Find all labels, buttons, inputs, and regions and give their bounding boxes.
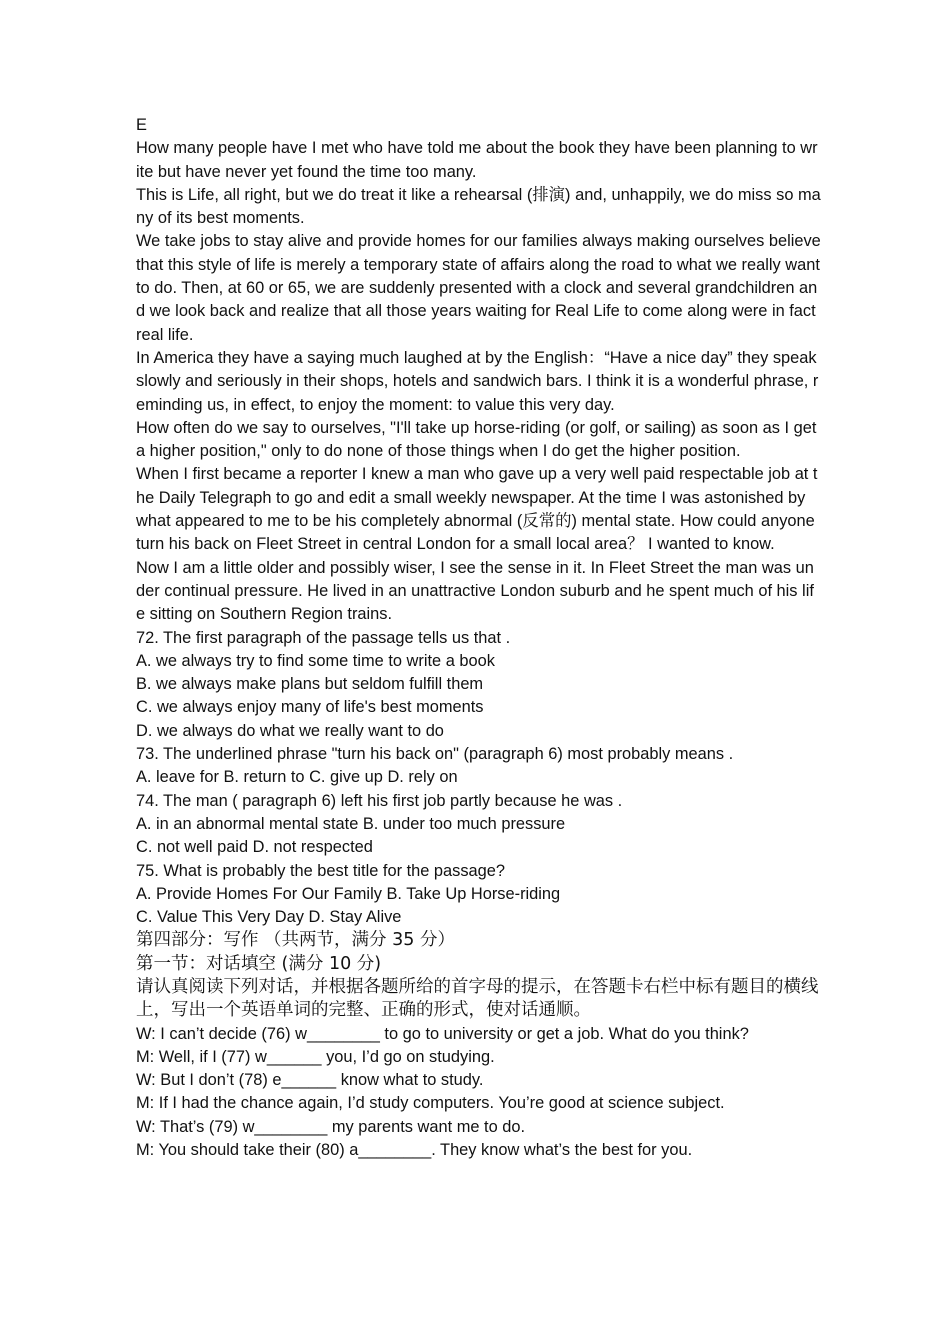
question-75-stem: 75. What is probably the best title for the passage? [136,861,506,880]
question-75-options-ab: A. Provide Homes For Our Family B. Take Up Horse-riding [136,884,561,903]
passage-paragraph-2: This is Life, all right, but we do treat it like a rehearsal (排演) and, unhappily, we do miss so many of its best moments. [136,185,821,228]
passage-paragraph-6: When I first became a reporter I knew a man who gave up a very well paid respectable job at the Daily Telegraph to go and edit a small weekly newspaper. At the time I was astonished by what appeared to me to be his completely abnormal (反常的) mental state. How could anyone turn his back on Fleet Street in central London for a small local area？ I wanted to know. [136,465,818,554]
dialogue-line-6: M: You should take their (80) a________. They know what’s the best for you. [136,1141,693,1160]
dialogue-line-1: W: I can’t decide (76) w________ to go to university or get a job. What do you think? [136,1024,749,1043]
dialogue-line-5: W: That’s (79) w________ my parents want me to do. [136,1117,526,1136]
passage-paragraph-5: How often do we say to ourselves, "I'll take up horse-riding (or golf, or sailing) as soon as I get a higher position," only to do none of those things when I do get the higher position. [136,418,817,461]
question-72-option-b: B. we always make plans but seldom fulfill them [136,675,484,694]
passage-paragraph-3: We take jobs to stay alive and provide homes for our families always making ourselves believe that this style of life is merely a temporary state of affairs along the road to what we really want to do. Then, at 60 or 65, we are suddenly presented with a clock and several grandchildren and we look back and realize that all those years waiting for Real Life to come along were in fact real life. [136,232,821,344]
writing-instructions: 请认真阅读下列对话，并根据各题所给的首字母的提示，在答题卡右栏中标有题目的横线上，写出一个英语单词的完整、正确的形式，使对话通顺。 [136,976,819,1021]
passage-label: E [136,116,147,134]
dialogue-line-4: M: If I had the chance again, I’d study computers. You’re good at science subject. [136,1094,725,1113]
dialogue-line-2: M: Well, if I (77) w______ you, I’d go on studying. [136,1047,495,1066]
question-74-options-ab: A. in an abnormal mental state B. under too much pressure [136,814,566,833]
question-75-options-cd: C. Value This Very Day D. Stay Alive [136,908,402,927]
writing-part-title: 第四部分：写作 （共两节，满分 35 分） [136,930,455,951]
question-74-stem: 74. The man ( paragraph 6) left his first job partly because he was . [136,791,623,810]
passage-paragraph-4: In America they have a saying much laughed at by the English：“Have a nice day” they speak slowly and seriously in their shops, hotels and sandwich bars. I think it is a wonderful phrase, reminding us, in effect, to enjoy the moment: to value this very day. [136,348,819,414]
question-74-options-cd: C. not well paid D. not respected [136,838,373,857]
question-73-stem: 73. The underlined phrase "turn his back on" (paragraph 6) most probably means . [136,745,734,764]
dialogue-line-3: W: But I don’t (78) e______ know what to study. [136,1071,484,1090]
document-page [136,114,821,1162]
passage-paragraph-7: Now I am a little older and possibly wiser, I see the sense in it. In Fleet Street the man was under continual pressure. He lived in an unattractive London suburb and he spent much of his life sitting on Southern Region trains. [136,558,814,624]
writing-section-title: 第一节：对话填空 (满分 10 分) [136,953,382,974]
question-72-option-c: C. we always enjoy many of life's best moments [136,698,484,717]
question-73-options: A. leave for B. return to C. give up D. rely on [136,768,458,787]
passage-paragraph-1: How many people have I met who have told me about the book they have been planning to write but have never yet found the time too many. [136,139,818,181]
question-72-option-a: A. we always try to find some time to write a book [136,651,495,670]
question-72-stem: 72. The first paragraph of the passage tells us that . [136,628,511,647]
question-72-option-d: D. we always do what we really want to do [136,721,444,740]
